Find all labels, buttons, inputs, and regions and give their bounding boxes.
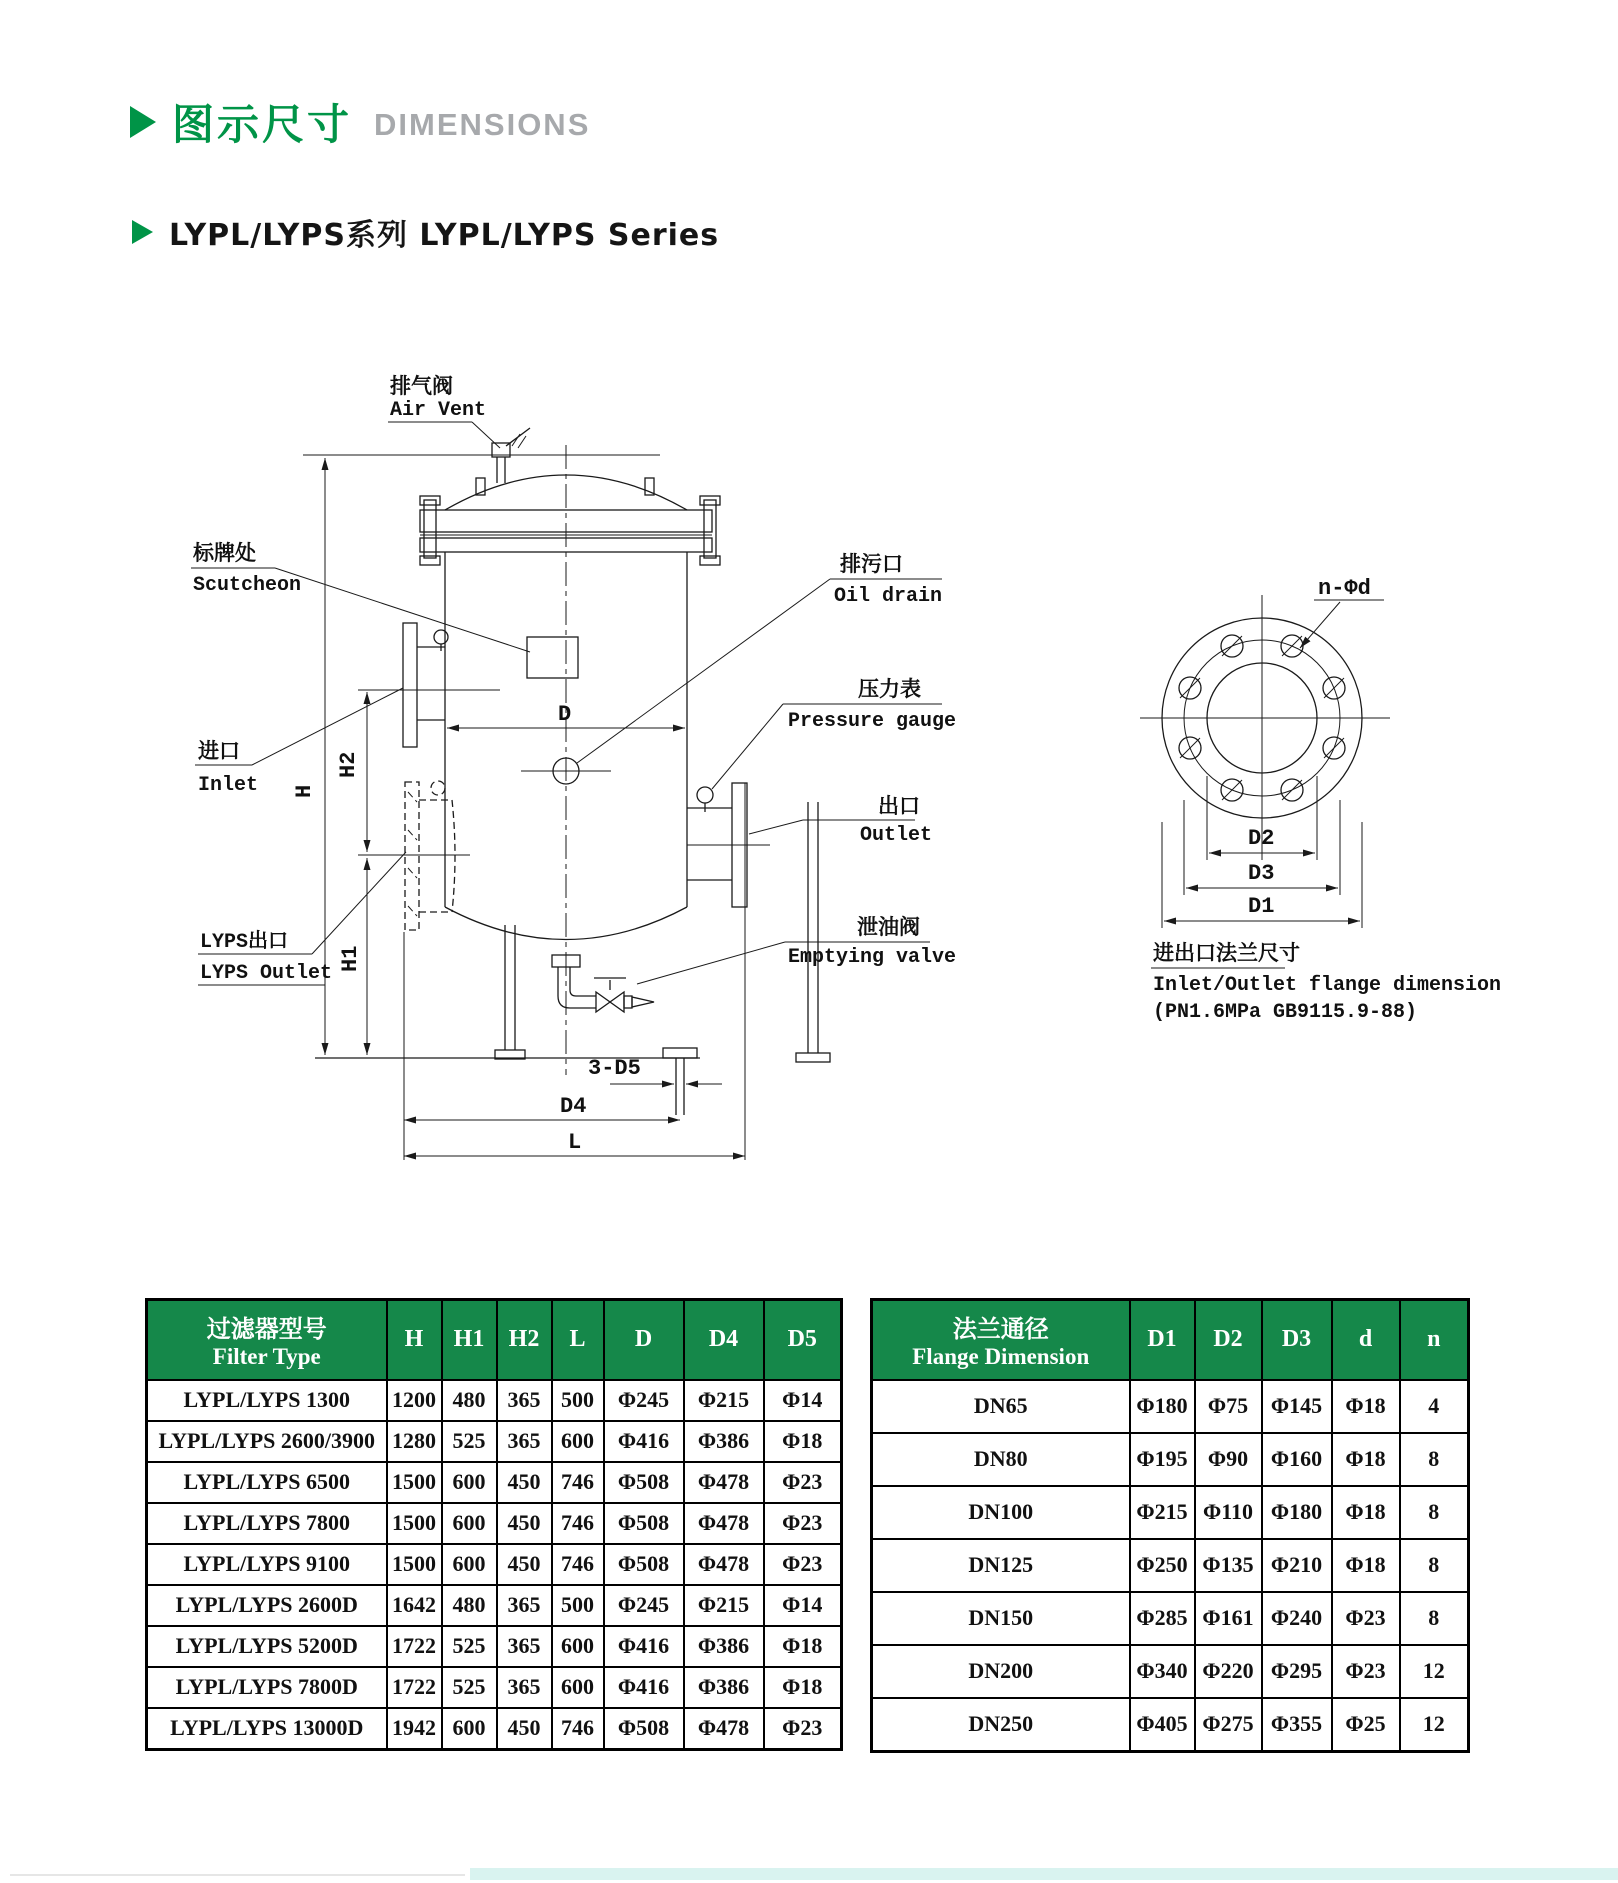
value-cell: 1280	[387, 1421, 442, 1462]
value-cell: 1500	[387, 1544, 442, 1585]
value-cell: 8	[1400, 1592, 1469, 1645]
value-cell: 600	[442, 1544, 497, 1585]
value-cell: Φ110	[1195, 1486, 1262, 1539]
value-cell: Φ18	[764, 1626, 842, 1667]
dim-d3-label: D3	[1248, 861, 1275, 886]
series-title-row	[132, 210, 719, 254]
outlet-nozzle	[687, 783, 770, 1160]
value-cell: 600	[552, 1421, 604, 1462]
flange-dimension-header: 法兰通径 Flange Dimension	[872, 1300, 1130, 1380]
value-cell: Φ23	[1332, 1645, 1400, 1698]
row-label-cell: DN150	[872, 1592, 1130, 1645]
svg-text:Inlet: Inlet	[198, 774, 259, 797]
row-label-cell: DN100	[872, 1486, 1130, 1539]
value-cell: 12	[1400, 1645, 1469, 1698]
row-label-cell: LYPL/LYPS 6500	[147, 1462, 387, 1503]
value-cell: 365	[497, 1421, 552, 1462]
value-cell: Φ245	[604, 1585, 684, 1626]
svg-text:Oil drain: Oil drain	[834, 585, 943, 608]
table-row	[147, 1585, 842, 1626]
section-arrow-icon	[130, 106, 156, 138]
dim-d1-label: D1	[1248, 894, 1275, 919]
svg-text:出口: 出口	[878, 797, 920, 820]
value-cell: 450	[497, 1708, 552, 1750]
value-cell: Φ386	[684, 1421, 764, 1462]
value-cell: 600	[552, 1626, 604, 1667]
value-cell: Φ478	[684, 1503, 764, 1544]
value-cell: Φ145	[1262, 1380, 1332, 1433]
col-d2: D2	[1195, 1300, 1262, 1380]
inlet-label	[195, 688, 403, 797]
value-cell: 746	[552, 1708, 604, 1750]
svg-text:进出口法兰尺寸: 进出口法兰尺寸	[1153, 944, 1300, 967]
svg-text:Outlet: Outlet	[860, 824, 933, 847]
footer-hairline	[10, 1874, 465, 1876]
value-cell: Φ14	[764, 1380, 842, 1421]
value-cell: 525	[442, 1421, 497, 1462]
dim-d-label: D	[558, 702, 572, 727]
row-label-cell: DN200	[872, 1645, 1130, 1698]
value-cell: 450	[497, 1503, 552, 1544]
value-cell: Φ240	[1262, 1592, 1332, 1645]
dim-d4-label: D4	[560, 1094, 587, 1119]
svg-text:LYPS出口: LYPS出口	[200, 931, 289, 954]
table-row	[147, 1667, 842, 1708]
value-cell: Φ508	[604, 1708, 684, 1750]
section-title-en: DIMENSIONS	[374, 107, 591, 142]
value-cell: 1500	[387, 1503, 442, 1544]
lyps-outlet-label	[198, 852, 406, 985]
col-d3: D3	[1262, 1300, 1332, 1380]
row-label-cell: DN125	[872, 1539, 1130, 1592]
value-cell: Φ478	[684, 1462, 764, 1503]
flange-caption	[1151, 941, 1501, 1024]
value-cell: Φ478	[684, 1708, 764, 1750]
value-cell: Φ215	[684, 1585, 764, 1626]
value-cell: Φ416	[604, 1626, 684, 1667]
value-cell: 1500	[387, 1462, 442, 1503]
value-cell: 365	[497, 1585, 552, 1626]
col-h1: H1	[442, 1300, 497, 1380]
svg-text:n-Φd: n-Φd	[1318, 576, 1371, 601]
table-row	[872, 1433, 1469, 1486]
value-cell: Φ210	[1262, 1539, 1332, 1592]
pressure-gauge-label	[712, 677, 956, 789]
value-cell: 525	[442, 1626, 497, 1667]
svg-text:(PN1.6MPa GB9115.9-88): (PN1.6MPa GB9115.9-88)	[1153, 1001, 1418, 1024]
svg-text:排污口: 排污口	[840, 555, 903, 578]
svg-text:泄油阀: 泄油阀	[857, 918, 920, 941]
support-legs	[495, 802, 830, 1115]
table-row	[147, 1503, 842, 1544]
value-cell: Φ405	[1130, 1698, 1195, 1752]
row-label-cell: DN80	[872, 1433, 1130, 1486]
value-cell: Φ285	[1130, 1592, 1195, 1645]
col-d5: D5	[764, 1300, 842, 1380]
value-cell: Φ355	[1262, 1698, 1332, 1752]
value-cell: 8	[1400, 1486, 1469, 1539]
series-title: LYPL/LYPS系列 LYPL/LYPS Series	[169, 218, 720, 253]
value-cell: Φ160	[1262, 1433, 1332, 1486]
value-cell: Φ23	[1332, 1592, 1400, 1645]
value-cell: Φ18	[1332, 1433, 1400, 1486]
value-cell: 1722	[387, 1667, 442, 1708]
col-l: L	[552, 1300, 604, 1380]
value-cell: Φ416	[604, 1421, 684, 1462]
table-row	[872, 1645, 1469, 1698]
row-label-cell: DN65	[872, 1380, 1130, 1433]
row-label-cell: LYPL/LYPS 9100	[147, 1544, 387, 1585]
col-d4: D4	[684, 1300, 764, 1380]
value-cell: Φ275	[1195, 1698, 1262, 1752]
row-label-cell: LYPL/LYPS 2600/3900	[147, 1421, 387, 1462]
svg-text:Air Vent: Air Vent	[390, 399, 487, 422]
scutcheon-plate	[527, 637, 578, 678]
filter-type-header: 过滤器型号 Filter Type	[147, 1300, 387, 1380]
svg-text:压力表: 压力表	[858, 680, 921, 703]
table-row	[872, 1486, 1469, 1539]
col-d: D	[604, 1300, 684, 1380]
value-cell: Φ18	[1332, 1380, 1400, 1433]
table-row	[147, 1544, 842, 1585]
value-cell: Φ23	[764, 1462, 842, 1503]
value-cell: 500	[552, 1585, 604, 1626]
value-cell: 365	[497, 1626, 552, 1667]
dim-h-label: H	[292, 784, 317, 798]
filter-type-table	[145, 1298, 843, 1751]
value-cell: 450	[497, 1462, 552, 1503]
value-cell: Φ14	[764, 1585, 842, 1626]
flange-dimension-table	[870, 1298, 1470, 1753]
value-cell: Φ245	[604, 1380, 684, 1421]
svg-text:Emptying valve: Emptying valve	[788, 946, 957, 969]
value-cell: Φ195	[1130, 1433, 1195, 1486]
footer-accent-bar	[470, 1868, 1618, 1880]
svg-text:Inlet/Outlet flange dimension: Inlet/Outlet flange dimension	[1153, 974, 1502, 997]
value-cell: 1942	[387, 1708, 442, 1750]
value-cell: 480	[442, 1380, 497, 1421]
dim-h2-label: H2	[336, 751, 361, 778]
value-cell: Φ90	[1195, 1433, 1262, 1486]
value-cell: Φ386	[684, 1667, 764, 1708]
table-row	[147, 1421, 842, 1462]
value-cell: 525	[442, 1667, 497, 1708]
value-cell: Φ75	[1195, 1380, 1262, 1433]
svg-text:Pressure gauge: Pressure gauge	[788, 710, 957, 733]
emptying-valve-label	[637, 915, 956, 984]
value-cell: 600	[552, 1667, 604, 1708]
value-cell: Φ250	[1130, 1539, 1195, 1592]
dim-h1-label: H1	[338, 945, 363, 972]
value-cell: Φ478	[684, 1544, 764, 1585]
table-row	[147, 1380, 842, 1421]
value-cell: Φ18	[1332, 1539, 1400, 1592]
col-h: H	[387, 1300, 442, 1380]
table-row	[872, 1380, 1469, 1433]
value-cell: Φ386	[684, 1626, 764, 1667]
value-cell: 500	[552, 1380, 604, 1421]
section-title-row	[130, 92, 590, 152]
value-cell: Φ215	[1130, 1486, 1195, 1539]
value-cell: Φ295	[1262, 1645, 1332, 1698]
value-cell: 600	[442, 1503, 497, 1544]
value-cell: Φ220	[1195, 1645, 1262, 1698]
value-cell: Φ215	[684, 1380, 764, 1421]
row-label-cell: LYPL/LYPS 2600D	[147, 1585, 387, 1626]
value-cell: Φ25	[1332, 1698, 1400, 1752]
lyps-outlet-nozzle	[358, 781, 470, 930]
value-cell: Φ508	[604, 1462, 684, 1503]
col-d: d	[1332, 1300, 1400, 1380]
body-flange	[420, 496, 720, 565]
dim-l-label: L	[568, 1130, 582, 1155]
series-arrow-icon	[132, 220, 153, 244]
value-cell: Φ23	[764, 1708, 842, 1750]
filter-table-header-row	[147, 1300, 842, 1380]
table-row	[147, 1626, 842, 1667]
value-cell: 1200	[387, 1380, 442, 1421]
flange-drawing	[1100, 560, 1560, 1040]
value-cell: 600	[442, 1462, 497, 1503]
value-cell: 480	[442, 1585, 497, 1626]
value-cell: 746	[552, 1544, 604, 1585]
value-cell: Φ180	[1130, 1380, 1195, 1433]
value-cell: Φ18	[1332, 1486, 1400, 1539]
vessel-drawing	[140, 300, 960, 1180]
air-vent-label	[388, 374, 500, 448]
row-label-cell: LYPL/LYPS 5200D	[147, 1626, 387, 1667]
value-cell: Φ18	[764, 1667, 842, 1708]
value-cell: 12	[1400, 1698, 1469, 1752]
value-cell: 365	[497, 1667, 552, 1708]
value-cell: 600	[442, 1708, 497, 1750]
table-row	[872, 1698, 1469, 1752]
row-label-cell: LYPL/LYPS 1300	[147, 1380, 387, 1421]
value-cell: 8	[1400, 1539, 1469, 1592]
row-label-cell: LYPL/LYPS 13000D	[147, 1708, 387, 1750]
table-row	[872, 1539, 1469, 1592]
table-row	[147, 1462, 842, 1503]
value-cell: 8	[1400, 1433, 1469, 1486]
col-n: n	[1400, 1300, 1469, 1380]
value-cell: Φ161	[1195, 1592, 1262, 1645]
value-cell: Φ23	[764, 1503, 842, 1544]
col-d1: D1	[1130, 1300, 1195, 1380]
value-cell: 746	[552, 1503, 604, 1544]
value-cell: Φ180	[1262, 1486, 1332, 1539]
section-title-zh: 图示尺寸	[172, 100, 353, 149]
svg-text:排气阀: 排气阀	[390, 377, 453, 400]
table-row	[147, 1708, 842, 1750]
scutcheon-label	[191, 541, 530, 652]
svg-text:标牌处: 标牌处	[193, 544, 256, 567]
bolt-hole-callout	[1300, 576, 1384, 648]
value-cell: 365	[497, 1380, 552, 1421]
value-cell: Φ23	[764, 1544, 842, 1585]
value-cell: 1722	[387, 1626, 442, 1667]
svg-text:进口: 进口	[198, 742, 240, 765]
flange-table-header-row	[872, 1300, 1469, 1380]
value-cell: 4	[1400, 1380, 1469, 1433]
row-label-cell: DN250	[872, 1698, 1130, 1752]
value-cell: Φ416	[604, 1667, 684, 1708]
value-cell: Φ508	[604, 1503, 684, 1544]
value-cell: Φ340	[1130, 1645, 1195, 1698]
value-cell: 1642	[387, 1585, 442, 1626]
value-cell: Φ135	[1195, 1539, 1262, 1592]
outlet-label	[749, 795, 932, 847]
svg-text:LYPS Outlet: LYPS Outlet	[200, 962, 333, 985]
value-cell: 450	[497, 1544, 552, 1585]
row-label-cell: LYPL/LYPS 7800D	[147, 1667, 387, 1708]
value-cell: Φ18	[764, 1421, 842, 1462]
value-cell: Φ508	[604, 1544, 684, 1585]
table-row	[872, 1592, 1469, 1645]
row-label-cell: LYPL/LYPS 7800	[147, 1503, 387, 1544]
dim-d2-label: D2	[1248, 826, 1275, 851]
col-h2: H2	[497, 1300, 552, 1380]
dim-d5-label: 3-D5	[588, 1056, 641, 1081]
flange-face	[1140, 595, 1390, 860]
value-cell: 746	[552, 1462, 604, 1503]
svg-text:Scutcheon: Scutcheon	[193, 574, 302, 597]
